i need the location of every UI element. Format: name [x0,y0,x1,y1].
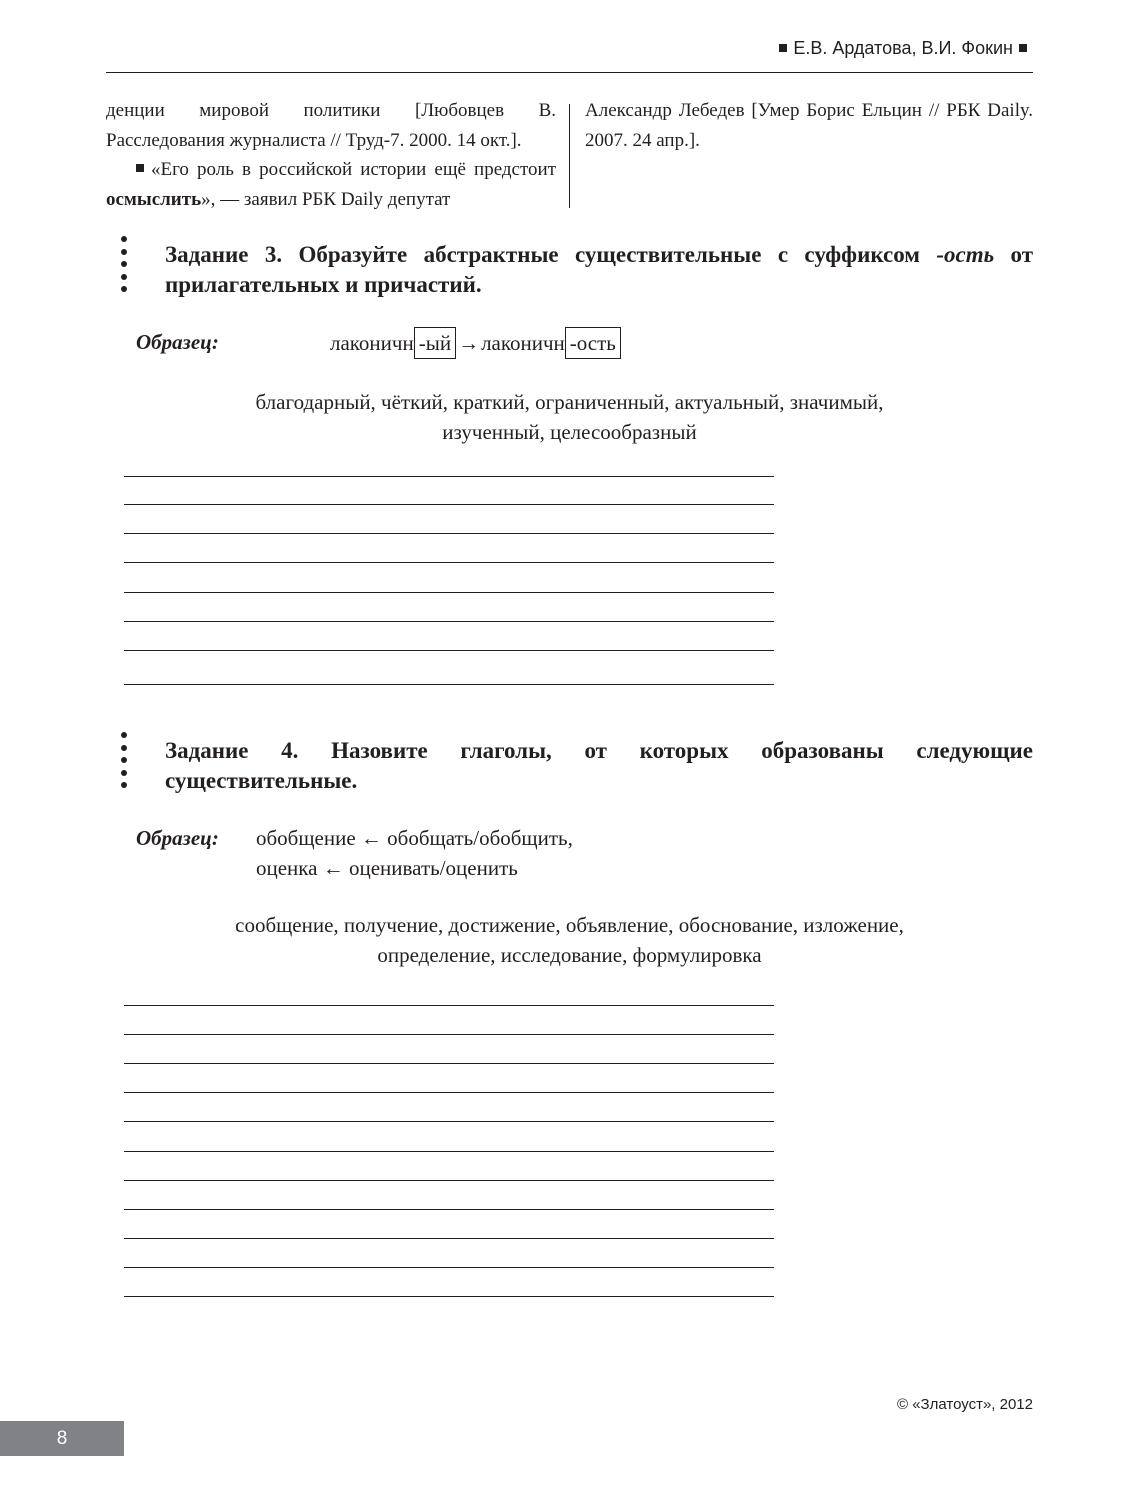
suffix-box: -ость [565,327,621,359]
answer-line[interactable] [124,621,774,622]
answer-line[interactable] [124,1121,774,1122]
task3-word-list: благодарный, чёткий, краткий, ограниченный, актуальный, значимый, изученный, целесообразный [255,390,884,444]
answer-line[interactable] [124,1209,774,1210]
answer-line[interactable] [124,504,774,505]
intro-right-column [585,96,1033,155]
column-divider [569,104,570,208]
running-header [773,38,1033,59]
answer-line[interactable] [124,1296,774,1297]
intro-left-paragraph-1: денции мировой политики [Любовцев В. Расследования журналиста // Труд-7. 2000. 14 окт.]. [106,100,556,151]
page-number: 8 [0,1421,124,1456]
answer-line[interactable] [124,684,774,685]
task3-sample-example: лаконичн -ый →лаконичн -ость [330,327,621,359]
answer-line[interactable] [124,476,774,477]
answer-line[interactable] [124,533,774,534]
answer-line[interactable] [124,1092,774,1093]
answer-line[interactable] [124,1180,774,1181]
header-authors: Е.В. Ардатова, В.И. Фокин [793,38,1013,58]
square-bullet-icon [136,164,144,172]
answer-line[interactable] [124,1063,774,1064]
copyright: © «Златоуст», 2012 [896,1396,1033,1413]
task3-sample-label: Образец: [136,330,219,354]
task4-dots-marker [121,732,127,788]
task4-sample-label: Образец: [136,826,219,850]
header-rule [106,72,1033,73]
task3-title: Задание 3. Образуйте абстрактные существительные с суффиксом -ость от прилагательных и причастий. [165,242,1033,297]
answer-line[interactable] [124,592,774,593]
right-arrow-icon: → [458,331,480,355]
intro-right-paragraph: Александр Лебедев [Умер Борис Ельцин // РБК Daily. 2007. 24 апр.]. [585,100,1033,151]
answer-line[interactable] [124,650,774,651]
intro-left-paragraph-2: «Его роль в российской истории ещё предстоит осмыслить», — заявил РБК Daily депутат [106,159,556,210]
answer-line[interactable] [124,1005,774,1006]
answer-line[interactable] [124,1238,774,1239]
ending-box: -ый [414,327,456,359]
answer-line[interactable] [124,1034,774,1035]
task4-title: Задание 4. Назовите глаголы, от которых образованы следующие существительные. [165,738,1033,793]
intro-left-column [106,96,556,214]
task4-word-list: сообщение, получение, достижение, объявление, обоснование, изложение, определение, исследование, формулировка [235,913,904,967]
square-bullet-icon [1019,44,1027,52]
task4-sample-example: обобщение ← обобщать/обобщить, оценка ← оценивать/оценить [256,826,573,880]
answer-line[interactable] [124,1151,774,1152]
task3-dots-marker [121,236,127,292]
answer-line[interactable] [124,1267,774,1268]
answer-line[interactable] [124,562,774,563]
square-bullet-icon [779,44,787,52]
